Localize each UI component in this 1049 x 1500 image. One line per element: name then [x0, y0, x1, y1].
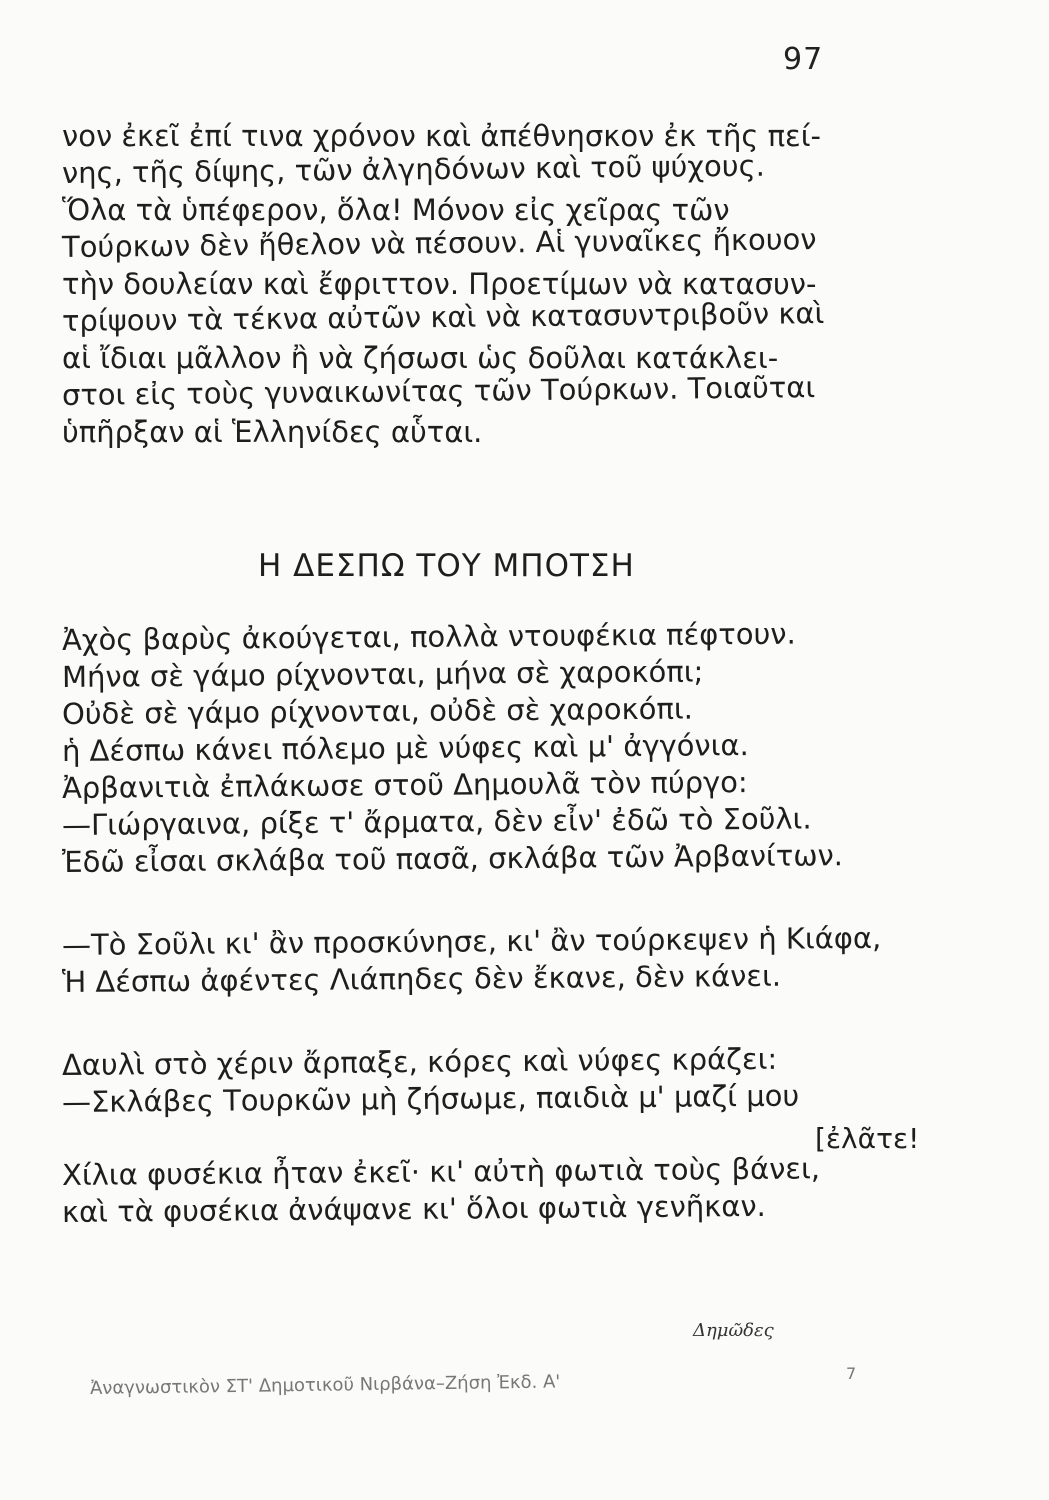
verse-line: Μήνα σὲ γάμο ρίχνονται, μήνα σὲ χαροκόπι; [61, 654, 704, 694]
verse-continuation: [ἐλᾶτε! [815, 1122, 920, 1155]
verse-line: —Σκλάβες Τουρκῶν μὴ ζήσωμε, παιδιὰ μ' μαζί μου [61, 1078, 800, 1119]
verse-line: Δαυλὶ στὸ χέριν ἄρπαξε, κόρες καὶ νύφες κράζει: [61, 1041, 778, 1082]
book-footer: Ἀναγνωστικὸν ΣΤ' Δημοτικοῦ Νιρβάνα–Ζήση Ἐκδ. Α' [89, 1371, 561, 1399]
prose-line: αἱ ἴδιαι μᾶλλον ἢ νὰ ζήσωσι ὡς δοῦλαι κατάκλει- [62, 341, 779, 375]
stanza-2 [61, 920, 882, 1001]
verse-line: —Τὸ Σοῦλι κι' ἂν προσκύνησε, κι' ἂν τούρκεψεν ἡ Κιάφα, [61, 920, 882, 962]
page-number: 97 [783, 42, 824, 77]
stanza-3 [61, 1041, 920, 1231]
poem-title: Η ΔΕΣΠΩ ΤΟΥ ΜΠΟΤΣΗ [258, 548, 635, 584]
signature-mark: 7 [846, 1364, 857, 1383]
poem [61, 616, 920, 1277]
prose-line: τὴν δουλείαν καὶ ἔφριττον. Προετίμων νὰ κατασυν- [62, 267, 817, 301]
verse-line: Χίλια φυσέκια ἦταν ἐκεῖ· κι' αὐτὴ φωτιὰ τοὺς βάνει, [61, 1151, 821, 1192]
prose-line: στοι εἰς τοὺς γυναικωνίτας τῶν Τούρκων. Τοιαῦται [61, 370, 816, 412]
prose-line: νης, τῆς δίψης, τῶν ἀλγηδόνων καὶ τοῦ ψύχους. [61, 148, 766, 190]
verse-line: —Γιώργαινα, ρίξε τ' ἄρματα, δὲν εἶν' ἐδῶ τὸ Σοῦλι. [61, 801, 812, 842]
stanza-1 [61, 616, 882, 881]
prose-paragraph [62, 118, 862, 451]
verse-line: Ἡ Δέσπω ἀφέντες Λιάπηδες δὲν ἔκανε, δὲν κάνει. [61, 958, 782, 999]
verse-line: καὶ τὰ φυσέκια ἀνάψανε κι' ὅλοι φωτιὰ γενῆκαν. [61, 1188, 766, 1229]
verse-line: Ἐδῶ εἶσαι σκλάβα τοῦ πασᾶ, σκλάβα τῶν Ἀρβανίτων. [61, 838, 844, 879]
verse-line: Οὐδὲ σὲ γάμο ρίχνονται, οὐδὲ σὲ χαροκόπι. [61, 691, 694, 731]
prose-line: ὑπῆρξαν αἱ Ἑλληνίδες αὗται. [62, 415, 483, 449]
prose-line: Ὅλα τὰ ὑπέφερον, ὅλα! Μόνον εἰς χεῖρας τῶν [62, 193, 730, 227]
poem-attribution: Δημῶδες [693, 1320, 774, 1341]
prose-line: τρίψουν τὰ τέκνα αὐτῶν καὶ νὰ κατασυντριβοῦν καὶ [61, 296, 825, 338]
prose-line: νον ἐκεῖ ἐπί τινα χρόνον καὶ ἀπέθνησκον ἐκ τῆς πεί- [62, 119, 821, 153]
verse-line: Ἀχὸς βαρὺς ἀκούγεται, πολλὰ ντουφέκια πέφτουν. [61, 616, 796, 657]
prose-line: Τούρκων δὲν ἤθελον νὰ πέσουν. Αἱ γυναῖκες ἤκουον [61, 222, 817, 264]
verse-line: Ἀρβανιτιὰ ἐπλάκωσε στοῦ Δημουλᾶ τὸν πύργο: [61, 765, 748, 805]
verse-line: ἡ Δέσπω κάνει πόλεμο μὲ νύφες καὶ μ' ἀγγόνια. [61, 728, 749, 768]
